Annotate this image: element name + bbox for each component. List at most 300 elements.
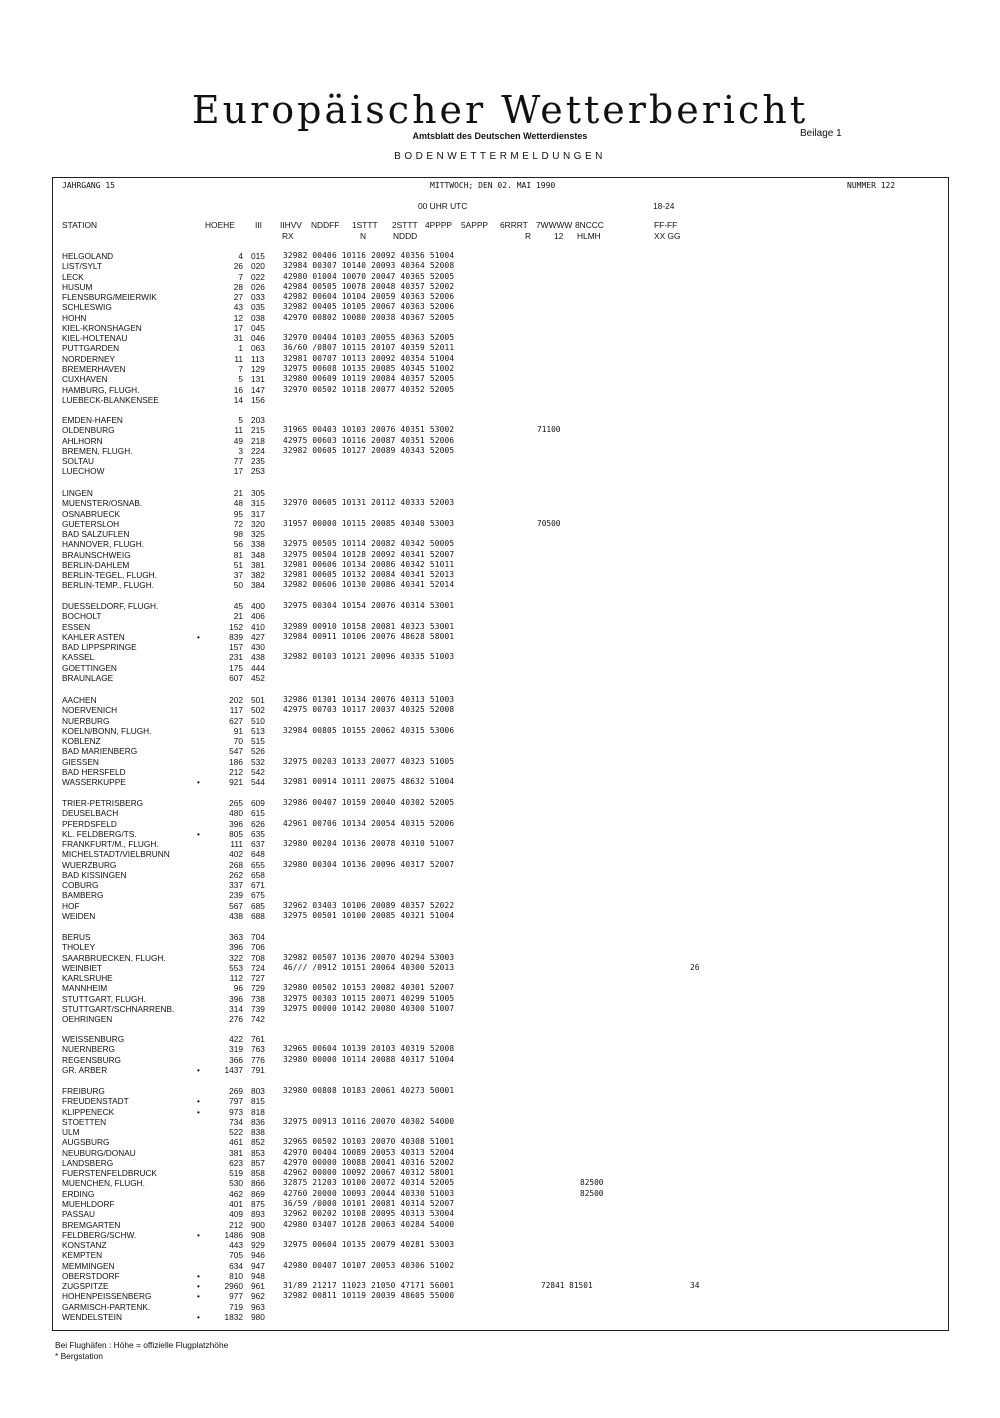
date-label: MITTWOCH; DEN 02. MAI 1990	[430, 181, 556, 190]
station-height: 95	[233, 508, 243, 519]
table-row	[0, 580, 1000, 590]
synop-code: 32980 00000 10114 20088 40317 51004	[283, 1054, 455, 1064]
station-name: FREIBURG	[62, 1086, 105, 1096]
station-name: NUERNBERG	[62, 1044, 116, 1055]
station-name: NEUBURG/DONAU	[62, 1147, 136, 1158]
station-height: 14	[233, 394, 243, 405]
table-row	[0, 1261, 1000, 1271]
synop-code: 42975 00603 10116 20087 40351 52006	[283, 435, 455, 445]
station-height: 921	[229, 777, 243, 788]
station-height: 627	[229, 715, 243, 726]
table-row	[0, 498, 1000, 508]
station-height: 438	[229, 911, 243, 921]
station-number: 946	[251, 1250, 265, 1261]
station-height: 401	[229, 1199, 243, 1209]
synop-code: 42970 00000 10088 20041 40316 52002	[283, 1157, 455, 1167]
station-name: FELDBERG/SCHW.	[62, 1229, 137, 1240]
station-height: 51	[233, 559, 243, 570]
station-name: OSNABRUECK	[62, 508, 121, 519]
mountain-marker: •	[197, 1229, 200, 1240]
station-number: 739	[251, 1003, 265, 1014]
synop-code: 32975 00604 10135 20079 40281 53003	[283, 1240, 455, 1249]
station-height: 797	[229, 1096, 243, 1107]
synop-code: 32982 00507 10136 20070 40294 53003	[283, 952, 455, 962]
station-name: KOBLENZ	[62, 736, 101, 747]
station-name: KAHLER ASTEN	[62, 631, 125, 642]
station-number: 776	[251, 1054, 265, 1065]
col-xxgg: XX GG	[654, 231, 681, 241]
table-row	[0, 323, 1000, 333]
station-name: LANDSBERG	[62, 1157, 114, 1168]
station-height: 977	[229, 1291, 243, 1302]
station-name: MUEHLDORF	[62, 1199, 115, 1209]
synop-code: 42982 00604 10104 20059 40363 52006	[283, 292, 455, 302]
table-row	[0, 1096, 1000, 1106]
station-height: 480	[229, 808, 243, 819]
station-height: 268	[229, 859, 243, 870]
table-row	[0, 726, 1000, 736]
station-height: 1437	[224, 1064, 243, 1075]
station-name: STUTTGART/SCHNARRENB.	[62, 1003, 175, 1014]
station-height: 117	[229, 705, 243, 716]
station-height: 522	[229, 1127, 243, 1138]
station-number: 875	[251, 1199, 265, 1209]
table-row	[0, 880, 1000, 890]
table-row	[0, 519, 1000, 529]
table-row	[0, 1312, 1000, 1322]
station-name: KASSEL	[62, 652, 95, 663]
table-row	[0, 385, 1000, 395]
table-row	[0, 251, 1000, 261]
station-number: 704	[251, 932, 265, 942]
station-number: 305	[251, 488, 265, 498]
station-number: 131	[251, 374, 265, 385]
station-number: 203	[251, 415, 265, 425]
station-number: 532	[251, 756, 265, 767]
station-name: EMDEN-HAFEN	[62, 415, 123, 425]
synop-code: 32980 00609 10119 20084 40357 52005	[283, 374, 455, 384]
station-number: 893	[251, 1209, 265, 1220]
station-number: 406	[251, 611, 265, 622]
station-name: MANNHEIM	[62, 983, 108, 994]
station-name: LINGEN	[62, 488, 93, 498]
station-height: 462	[229, 1188, 243, 1199]
synop-code: 36/59 /0000 10101 20081 40314 52007	[283, 1199, 455, 1208]
extra-group-2: 34	[690, 1281, 700, 1291]
station-name: PFERDSFELD	[62, 818, 117, 829]
station-height: 11	[234, 353, 243, 364]
table-row	[0, 808, 1000, 818]
col-4pppp: 4PPPP	[425, 220, 453, 230]
station-number: 900	[251, 1219, 265, 1230]
station-number: 615	[251, 808, 265, 819]
table-row	[0, 611, 1000, 621]
station-number: 046	[251, 333, 265, 344]
table-row	[0, 819, 1000, 829]
station-name: ZUGSPITZE	[62, 1281, 109, 1292]
station-number: 045	[251, 322, 265, 333]
station-name: KARLSRUHE	[62, 973, 113, 984]
station-number: 015	[251, 251, 265, 261]
station-name: DUESSELDORF, FLUGH.	[62, 601, 159, 611]
table-row	[0, 1055, 1000, 1065]
table-row	[0, 364, 1000, 374]
station-name: LECK	[62, 271, 84, 282]
table-row	[0, 374, 1000, 384]
station-height: 28	[233, 281, 243, 292]
station-number: 113	[251, 353, 265, 364]
synop-code: 32980 00204 10136 20078 40310 51007	[283, 839, 455, 849]
station-height: 1486	[224, 1229, 243, 1240]
station-name: BREMERHAVEN	[62, 364, 126, 374]
station-number: 706	[251, 942, 265, 953]
station-height: 81	[233, 549, 243, 560]
table-row	[0, 1178, 1000, 1188]
station-number: 708	[251, 952, 265, 963]
station-number: 022	[251, 271, 265, 282]
station-name: FLENSBURG/MEIERWIK	[62, 292, 157, 303]
synop-code: 36/60 /0807 10115 20107 40359 52011	[283, 343, 455, 353]
synop-code: 42961 00706 10134 20054 40315 52006	[283, 818, 455, 828]
station-height: 7	[238, 271, 243, 282]
table-row	[0, 1137, 1000, 1147]
station-height: 12	[233, 312, 243, 323]
table-row	[0, 1065, 1000, 1075]
station-name: ERDING	[62, 1188, 95, 1199]
station-number: 235	[251, 456, 265, 467]
station-number: 685	[251, 900, 265, 911]
table-row	[0, 272, 1000, 282]
synop-code: 32965 00604 10139 20103 40319 52008	[283, 1044, 455, 1054]
table-row	[0, 953, 1000, 963]
synop-code: 32875 21203 10100 20072 40314 52005	[283, 1178, 455, 1188]
station-height: 553	[229, 962, 243, 973]
station-name: AUGSBURG	[62, 1137, 110, 1148]
footnote-airport: Bei Flughäfen : Höhe = offizielle Flugplatzhöhe	[55, 1340, 229, 1350]
table-row	[0, 1291, 1000, 1301]
station-height: 1	[238, 343, 243, 354]
synop-code: 42980 03407 10128 20063 40284 54000	[283, 1219, 455, 1229]
synop-code: 32965 00502 10103 20070 40308 51001	[283, 1137, 455, 1147]
station-number: 400	[251, 601, 265, 611]
station-number: 515	[251, 736, 265, 747]
station-number: 727	[251, 973, 265, 984]
station-number: 658	[251, 869, 265, 880]
station-number: 513	[251, 725, 265, 736]
station-number: 063	[251, 343, 265, 354]
station-number: 729	[251, 983, 265, 994]
extra-group: 82500	[580, 1178, 604, 1188]
station-number: 384	[251, 580, 265, 591]
table-row	[0, 1127, 1000, 1137]
station-name: REGENSBURG	[62, 1054, 122, 1065]
station-height: 381	[229, 1147, 243, 1158]
station-name: TRIER-PETRISBERG	[62, 798, 144, 808]
synop-code: 32986 01301 10134 20076 40313 51003	[283, 695, 455, 704]
station-name: BAD KISSINGEN	[62, 869, 127, 880]
station-name: FRANKFURT/M., FLUGH.	[62, 839, 159, 850]
station-name: WEINBIET	[62, 962, 103, 973]
station-name: BOCHOLT	[62, 611, 102, 622]
station-number: 818	[251, 1106, 265, 1117]
station-height: 202	[229, 695, 243, 705]
synop-code: 32984 00911 10106 20076 48628 58001	[283, 631, 455, 641]
page-subtitle: Amtsblatt des Deutschen Wetterdienstes	[412, 131, 588, 141]
station-height: 49	[233, 435, 243, 446]
station-number: 020	[251, 261, 265, 272]
table-row	[0, 973, 1000, 983]
station-number: 866	[251, 1178, 265, 1189]
station-height: 1832	[224, 1311, 243, 1322]
station-name: BAD SALZUFLEN	[62, 529, 130, 540]
extra-group: 26	[690, 962, 700, 972]
synop-code: 32986 00407 10159 20040 40302 52005	[283, 798, 455, 807]
station-number: 317	[251, 508, 265, 519]
synop-code: 31/89 21217 11023 21050 47171 56001	[283, 1281, 455, 1291]
synop-code: 32962 00202 10108 20095 40313 53004	[283, 1209, 455, 1219]
station-height: 607	[229, 672, 243, 683]
station-height: 239	[229, 890, 243, 901]
table-row	[0, 343, 1000, 353]
synop-code: 32975 00501 10100 20085 40321 51004	[283, 911, 455, 920]
station-number: 502	[251, 705, 265, 716]
station-number: 962	[251, 1291, 265, 1302]
table-row	[0, 1240, 1000, 1250]
table-row	[0, 1230, 1000, 1240]
synop-code: 32982 00605 10127 20089 40343 52005	[283, 445, 455, 455]
station-height: 623	[229, 1157, 243, 1168]
station-height: 56	[233, 539, 243, 550]
table-row	[0, 509, 1000, 519]
station-height: 396	[229, 818, 243, 829]
synop-code: 32962 03403 10106 20089 40357 52022	[283, 900, 455, 910]
col-n: N	[360, 231, 367, 241]
station-name: GR. ARBER	[62, 1064, 108, 1075]
station-number: 253	[251, 466, 265, 477]
col-ffff: FF-FF	[654, 220, 678, 230]
synop-code: 32984 00307 10140 20093 40364 52008	[283, 261, 455, 271]
table-row	[0, 1107, 1000, 1117]
station-number: 961	[251, 1281, 265, 1292]
synop-code: 42984 00505 10078 20048 40357 52002	[283, 281, 455, 291]
table-row	[0, 1014, 1000, 1024]
table-row	[0, 570, 1000, 580]
table-row	[0, 932, 1000, 942]
station-number: 948	[251, 1270, 265, 1281]
col-iii: III	[255, 220, 262, 230]
station-number: 430	[251, 642, 265, 653]
table-row	[0, 1189, 1000, 1199]
station-number: 838	[251, 1127, 265, 1138]
station-height: 973	[229, 1106, 243, 1117]
table-row	[0, 1117, 1000, 1127]
station-number: 501	[251, 695, 265, 705]
station-name: HOHENPEISSENBERG	[62, 1291, 152, 1302]
station-height: 50	[233, 580, 243, 591]
station-height: 547	[229, 746, 243, 757]
station-number: 544	[251, 777, 265, 788]
station-number: 542	[251, 766, 265, 777]
table-row	[0, 333, 1000, 343]
station-name: BREMGARTEN	[62, 1219, 121, 1230]
station-name: BAD LIPPSPRINGE	[62, 642, 137, 653]
station-name: PUTTGARDEN	[62, 343, 120, 354]
station-name: NOERVENICH	[62, 705, 118, 716]
table-row	[0, 1271, 1000, 1281]
station-height: 337	[229, 880, 243, 891]
station-number: 035	[251, 302, 265, 313]
station-number: 129	[251, 364, 265, 374]
station-number: 655	[251, 859, 265, 870]
station-name: BAD MARIENBERG	[62, 746, 138, 757]
table-row	[0, 415, 1000, 425]
station-name: FUERSTENFELDBRUCK	[62, 1168, 157, 1179]
synop-code: 32970 00605 10131 20112 40333 52003	[283, 498, 455, 508]
footnote-mountain: * Bergstation	[55, 1351, 103, 1361]
station-number: 980	[251, 1311, 265, 1322]
station-height: 157	[229, 642, 243, 653]
table-row	[0, 560, 1000, 570]
station-name: GUETERSLOH	[62, 518, 120, 529]
station-height: 3	[238, 445, 243, 456]
table-row	[0, 622, 1000, 632]
station-height: 319	[229, 1044, 243, 1055]
col-7wwww: 7WWWW	[536, 220, 573, 230]
station-height: 567	[229, 900, 243, 911]
station-number: 791	[251, 1064, 265, 1075]
station-name: AACHEN	[62, 695, 97, 705]
table-row	[0, 466, 1000, 476]
station-height: 98	[233, 529, 243, 540]
col-iihvv: IIHVV	[280, 220, 302, 230]
station-height: 396	[229, 993, 243, 1004]
table-row	[0, 983, 1000, 993]
station-number: 858	[251, 1168, 265, 1179]
synop-code: 32982 00406 10116 20092 40356 51004	[283, 251, 455, 260]
station-name: KIEL-HOLTENAU	[62, 333, 128, 344]
station-number: 724	[251, 962, 265, 973]
table-row	[0, 1004, 1000, 1014]
station-height: 269	[229, 1086, 243, 1096]
station-height: 77	[233, 456, 243, 467]
station-name: GARMISCH-PARTENK.	[62, 1301, 151, 1312]
station-name: OLDENBURG	[62, 425, 115, 436]
table-row	[0, 767, 1000, 777]
table-row	[0, 1044, 1000, 1054]
synop-code: 32982 00606 10130 20086 40341 52014	[283, 580, 455, 590]
station-name: MUENCHEN, FLUGH.	[62, 1178, 145, 1189]
station-height: 314	[229, 1003, 243, 1014]
synop-code: 32975 00608 10135 20085 40345 51002	[283, 364, 455, 373]
station-number: 803	[251, 1086, 265, 1096]
beilage-label: Beilage 1	[800, 128, 842, 139]
table-row	[0, 313, 1000, 323]
station-name: COBURG	[62, 880, 99, 891]
table-row	[0, 757, 1000, 767]
station-number: 452	[251, 672, 265, 683]
station-number: 038	[251, 312, 265, 323]
table-row	[0, 550, 1000, 560]
station-number: 026	[251, 281, 265, 292]
synop-code: 46/// /0912 10151 20064 40300 52013	[283, 962, 455, 972]
mountain-marker: •	[197, 1106, 200, 1117]
synop-code: 42980 00407 10107 20053 40306 51002	[283, 1260, 455, 1270]
station-name: LUECHOW	[62, 466, 105, 477]
station-name: MEMMINGEN	[62, 1260, 115, 1271]
station-number: 742	[251, 1014, 265, 1025]
station-name: HAMBURG, FLUGH.	[62, 384, 140, 395]
station-number: 929	[251, 1240, 265, 1250]
station-name: SAARBRUECKEN, FLUGH.	[62, 952, 166, 963]
station-height: 443	[229, 1240, 243, 1250]
station-height: 402	[229, 849, 243, 860]
col-6rrrt: 6RRRT	[500, 220, 528, 230]
table-row	[0, 488, 1000, 498]
station-name: GOETTINGEN	[62, 662, 117, 673]
station-number: 738	[251, 993, 265, 1004]
station-height: 17	[233, 466, 243, 477]
mountain-marker: •	[197, 631, 200, 642]
station-number: 671	[251, 880, 265, 891]
station-height: 262	[229, 869, 243, 880]
extra-group: 72841 81501	[541, 1281, 593, 1291]
synop-code: 32970 00404 10103 20055 40363 52005	[283, 333, 455, 343]
station-name: MUENSTER/OSNAB.	[62, 498, 143, 509]
station-name: BREMEN, FLUGH.	[62, 445, 133, 456]
station-number: 763	[251, 1044, 265, 1055]
station-height: 810	[229, 1270, 243, 1281]
synop-code: 32980 00502 10153 20082 40301 52007	[283, 983, 455, 993]
synop-code: 32982 00103 10121 20096 40335 51003	[283, 652, 455, 662]
station-number: 853	[251, 1147, 265, 1158]
station-height: 231	[229, 652, 243, 663]
station-number: 325	[251, 529, 265, 540]
station-height: 839	[229, 631, 243, 642]
mountain-marker: •	[197, 1270, 200, 1281]
station-name: NORDERNEY	[62, 353, 116, 364]
station-name: BERLIN-DAHLEM	[62, 559, 130, 570]
synop-code: 32975 00913 10116 20070 40302 54000	[283, 1116, 455, 1126]
station-height: 72	[233, 518, 243, 529]
table-row	[0, 911, 1000, 921]
table-row	[0, 901, 1000, 911]
synop-code: 42962 00000 10092 20067 40312 58001	[283, 1168, 455, 1178]
station-name: WEISSENBURG	[62, 1034, 125, 1044]
station-name: KONSTANZ	[62, 1240, 107, 1250]
table-row	[0, 1209, 1000, 1219]
station-height: 45	[233, 601, 243, 611]
synop-code: 32981 00914 10111 20075 48632 51004	[283, 777, 455, 787]
station-name: BRAUNSCHWEIG	[62, 549, 131, 560]
station-number: 857	[251, 1157, 265, 1168]
station-name: STOETTEN	[62, 1116, 107, 1127]
station-height: 112	[229, 973, 243, 984]
station-height: 175	[229, 662, 243, 673]
table-row	[0, 663, 1000, 673]
synop-code: 32975 00000 10142 20080 40300 51007	[283, 1003, 455, 1013]
station-name: BERLIN-TEGEL, FLUGH.	[62, 570, 157, 581]
station-height: 5	[238, 374, 243, 385]
synop-code: 32975 00505 10114 20082 40342 50005	[283, 539, 455, 549]
synop-code: 32975 00504 10128 20092 40341 52007	[283, 549, 455, 559]
mountain-marker: •	[197, 828, 200, 839]
station-number: 815	[251, 1096, 265, 1107]
station-height: 366	[229, 1054, 243, 1065]
table-row	[0, 870, 1000, 880]
station-height: 396	[229, 942, 243, 953]
station-name: PASSAU	[62, 1209, 96, 1220]
mountain-marker: •	[197, 1064, 200, 1075]
